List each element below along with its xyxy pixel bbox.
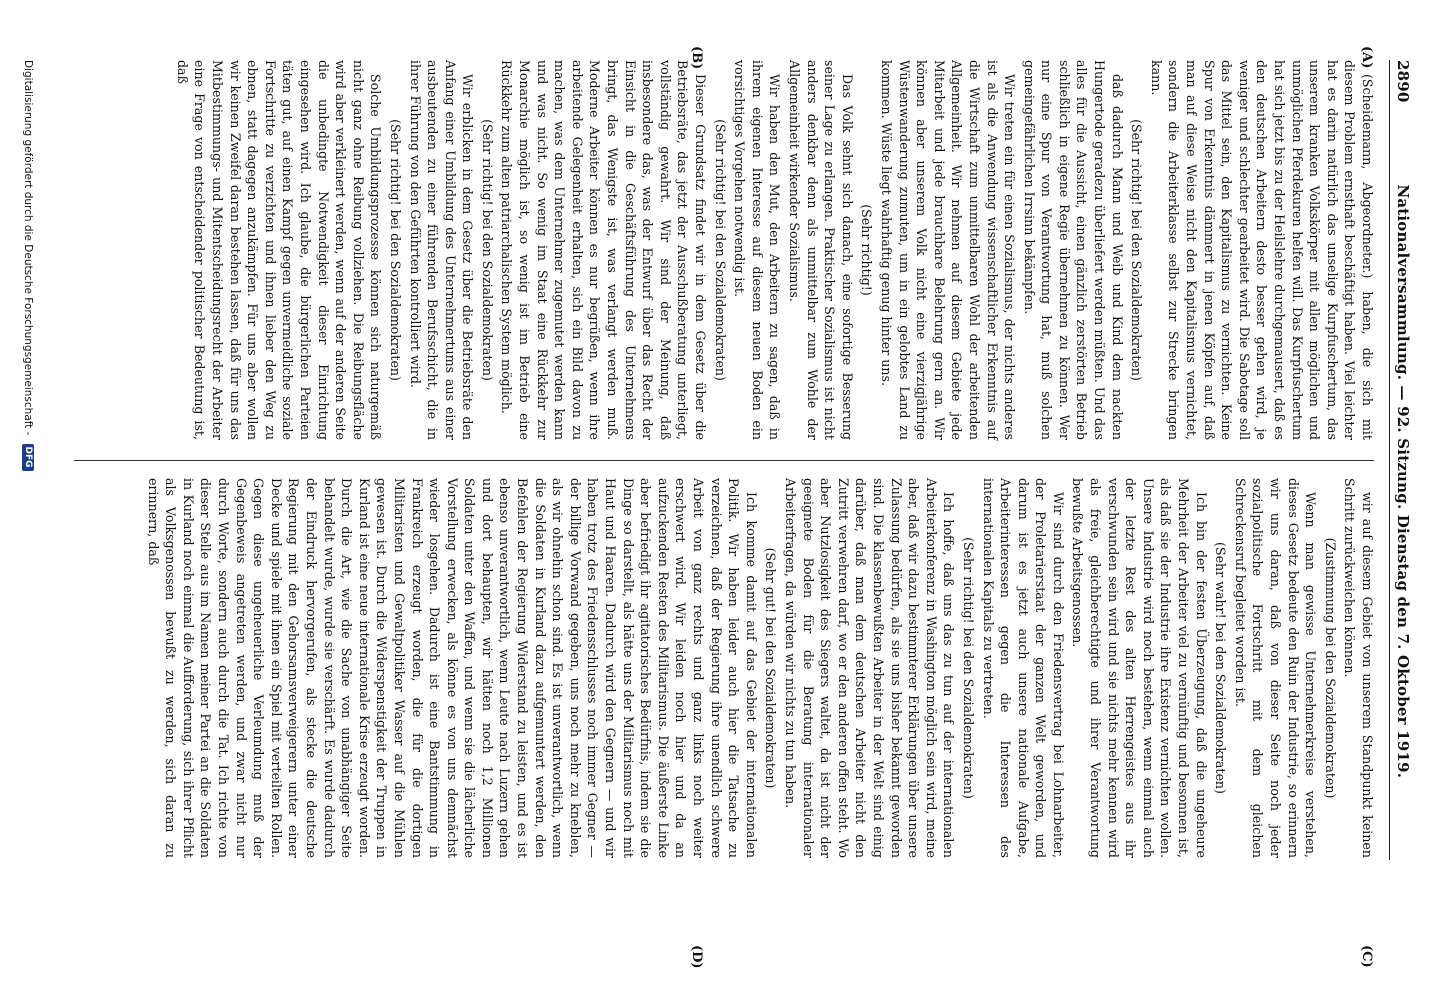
interjection: (Sehr wahr! bei den Sozialdemokraten) (1213, 542, 1229, 794)
interjection: (Sehr richtig! bei den Sozialdemokraten) (1129, 119, 1145, 381)
dfg-logo: DFG (22, 444, 34, 471)
interjection: (Sehr richtig! bei den Sozialdemokraten) (479, 119, 495, 381)
paragraph: wir auf diesem Gebiet von unserem Standpunkt keinen Schritt zurückweichen können. (1342, 478, 1375, 858)
paragraph: daß dadurch Mann und Weib und Kind dem nackten Hungertode geradezu überliefert werden müßten. Und das alles für die Aussicht, einen gänzlich zerstörten Betrieb schließlich in eigene Regie übernehmen zu können. Wer nur eine Spur von Verantwortung hat, muß solchen gemeingefährlichen Irrsinn bekämpfen. (1021, 60, 1125, 440)
paragraph: Solche Umbildungsprozesse können sich naturgemäß nicht ganz ohne Reibung vollziehen. Die Reibungsfläche wird aber verkleinert werden, wenn auf der anderen Seite die unbedingte Notwendigkeit dieser Einrichtung eingesehen wird. Ich glaube, die bürgerlichen Parteien täten gut, auf einen Kampf gegen unvermeidliche soziale Fortschritte zu verzichten und ihnen lieber den Weg zu ebnen, statt dagegen anzukämpfen. Für uns aber wollen wir keinen Zweifel daran bestehen lassen, daß für uns das Mitbestimmungs- und Mitentscheidungsrecht der Arbeiter eine Frage von entscheidender politischer Bedeutung ist, daß (174, 60, 384, 440)
paragraph: Wir haben den Mut, den Arbeitern zu sagen, daß in ihrem eigenen Interesse auf diesem neuen Boden ein vorsichtiges Vorgehen notwendig ist. (732, 60, 783, 440)
paragraph: Ich komme damit auf das Gebiet der internationalen Politik. Wir haben leider auch hier die Tatsache zu verzeichnen, daß der Regierung ihre unendlich schwere Arbeit von ganz rechts und ganz links noch weiter erschwert wird. Wir leiden noch hier und da an aufzuckenden Resten des Militarismus. Die äußerste Linke aber befriedigt ihr agitatorisches Bedürfnis, indem sie die Dinge so darstellt, als hätte uns der Militarismus noch mit Haut und Haaren. Dadurch wird den Gegnern — und wir haben trotz des Friedensschlusses noch immer Gegner — der billige Vorwand gegeben, uns noch mehr zu kneblen, als wir ohnehin schon sind. Es ist unverantwortlich, wenn die Soldaten in Kurland dazu aufgemuntert werden, den Befehlen der Regierung Widerstand zu leisten, und es ist ebenso unverantwortlich, wenn Leute nach Luzern gehen und dort behaupten, wir hätten noch 1,2 Millionen Soldaten unter den Waffen, und wenn sie die lächerliche Vorstellung erwecken, als könne es von uns demnächst wieder losgehen. Dadurch ist eine Bantstimmung in Frankreich erzeugt worden, die für die dortigen Militaristen und Gewaltpolitiker Wasser auf die Mühlen gewesen ist. Durch die Widerspenstigkeit der Truppen in Kurland ist eine neue internationale Krise erzeugt worden. Durch die Art, wie die Sache von unabhängiger Seite behandelt wurde, wurde sie verschärft. Es wurde dadurch der Eindruck hervorgerufen, als stecke die deutsche Regierung mit den Gehorsamsverweigerern unter einer Decke und spiele mit ihnen ein Spiel mit verteilten Rollen. Gegen diese ungeheuerliche Verleumdung muß der Gegenbeweis angetreten werden, und zwar nicht nur durch Worte, sondern auch durch die Tat. Ich richte von dieser Stelle aus im Namen meiner Partei an die Soldaten in Kurland noch einmal die Aufforderung, sich ihrer Pflicht als Volksgenossen bewußt zu werden, sich daran zu erinnern, daß (145, 478, 759, 858)
interjection: (Sehr richtig! bei den Sozialdemokraten) (387, 119, 403, 381)
interjection: (Sehr richtig!) (859, 204, 875, 296)
left-column (171, 60, 1376, 440)
footer-text: Digitalisierung gefördert durch die Deutsche Forschungsgemeinschaft - (22, 60, 34, 436)
right-column (142, 478, 1376, 858)
column-divider (74, 460, 1374, 461)
digitization-footer (22, 60, 34, 960)
paragraph: Wenn man gewisse Unternehmerkreise verstehen, dieses Gesetz bedeute den Ruin der Industrie, so erinnern wir uns daran, daß von dieser Seite noch jeder sozialpolitische Fortschritt mit dem gleichen Schreckensruf begleitet worden ist. (1232, 478, 1319, 858)
paragraph: Wir sind durch den Friedensvertrag bei Lohnarbeiter, der Proletarierstaat der ganzen Welt geworden, und darum ist es jetzt auch unsere nationale Aufgabe, Arbeiterinteressen gegen die Interessen des internationalen Kapitals zu vertreten. (980, 478, 1066, 858)
margin-marker-a: (A) (1359, 46, 1374, 69)
interjection: (Sehr gut! bei den Sozialdemokraten) (763, 547, 779, 789)
page-header (1389, 60, 1424, 860)
paragraph: Das Volk sehnt sich danach, eine sofortige Besserung seiner Lage zu erlangen. Praktischer Sozialismus ist nicht anders denkbar denn als unmittelbar zum Wohle der Allgemeinheit wirkender Sozialismus. (787, 60, 855, 440)
interjection: (Zustimmung bei den Sozialdemokraten) (1322, 537, 1338, 799)
paragraph: Wir erblicken in dem Gesetz über die Betriebsräte den Anfang einer Umbildung des Unternehmertums aus einer ausbeutenden zu einer führenden Berufsschicht, die in ihrer Führung von den Geführten kontrolliert wird. (407, 60, 476, 440)
paragraph: Dieser Grundsatz findet wir in dem Gesetz über die Betriebsräte, das jetzt der Ausschußberatung unterliegt, vollständig gewahrt. Wir sind der Meinung, daß insbesondere das, was der Entwurf über das Recht der Einsicht in die Geschäftsführung des Unternehmens bringt, das Wenigste ist, was verlangt werden muß. Moderne Arbeiter können es nur begrüßen, wenn ihre arbeitende Gelegenheit erhalten, sich ein Bild davon zu machen, was dem Unternehmer zugemutet werden kann und was nicht. So wenig im Staat eine Rückkehr zur Monarchie möglich ist, so wenig ist im Betrieb eine Rückkehr zum alten patriarchalischen System möglich. (499, 60, 709, 440)
interjection: (Sehr richtig! bei den Sozialdemokraten) (712, 119, 728, 381)
margin-marker-b: (B) (689, 46, 704, 70)
paragraph: Ich bin der festen Überzeugung, daß die ungeheure Mehrheit der Arbeiter viel zu vernünftig und besonnen ist, als daß sie der Industrie ihre Existenz vernichten wollen. Unsere Industrie wird noch bestehen, wenn einmal auch der letzte Rest des alten Herrengeistes aus ihr verschwunden sein wird und sie nichts mehr kennen wird als freie, gleichberechtigte und ihrer Verantwortung bewußte Arbeitsgenossen. (1070, 478, 1209, 858)
paragraph: (Scheidemann, Abgeordneter.) haben, die sich mit diesem Problem ernsthaft beschäftigt haben. Viel leichter hat es darin natürlich das unselige Kurpfuschertum, das unserem kranken Volkskörper mit allen möglichen und unmöglichen Pferdekuren helfen will. Das Kurpfuschertum hat sich jetzt bis zu der Heilslehre durchgemausert, daß es den deutschen Arbeitern desto besser gehen wird, je weniger und schlechter gearbeitet wird. Die Sabotage soll das Mittel sein, den Kapitalismus zu vernichten. Keine Spur von Erkenntnis dämmert in jenen Köpfen auf, daß man auf diese Weise nicht den Kapitalismus vernichtet, sondern die Arbeiterklasse selbst zur Strecke bringen kann. (1148, 60, 1375, 440)
interjection: (Sehr richtig! bei den Sozialdemokraten) (960, 537, 976, 799)
paragraph: Wir treten ein für einen Sozialismus, der nichts anderes ist als die Anwendung wissenschaftlicher Erkenntnis auf die Wirtschaft zum unmittelbaren Wohl der arbeitenden Allgemeinheit. Wir nehmen auf diesem Gebiete jede Mitarbeit und jede brauchbare Belehrung gern an. Wir können aber unserem Volk nicht eine vierzigjährige Wüstenwanderung zumuten, um in ein gelobtes Land zu kommen. Wüste liegt wahrhaftig genug hinter uns. (878, 60, 1018, 440)
paragraph: Ich hoffe, daß uns das zu tun auf der internationalen Arbeiterkonferenz in Washington möglich sein wird, meine aber, daß wir dazu bestimmterer Erklärungen über unsere Zulassung bedürfen, als sie uns bisher bekannt geworden sind. Die klassenbewußten Arbeiter in der Welt sind einig darüber, daß man dem deutschen Arbeiter nicht den Zutritt verwehren darf, wo er den anderen offen steht. Wo aber Nutzlosigkeit des Siegers waltet, da ist nicht der geeignete Boden für die Beratung internationaler Arbeiterfragen, da würden wir nichts zu tun haben. (783, 478, 957, 858)
margin-marker-d: (D) (689, 945, 704, 969)
page-title: Nationalversammlung. — 92. Sitzung. Dienstag den 7. Oktober 1919. (1394, 184, 1412, 779)
page-number: 2890 (1394, 60, 1412, 103)
margin-marker-c: (C) (1359, 945, 1374, 968)
